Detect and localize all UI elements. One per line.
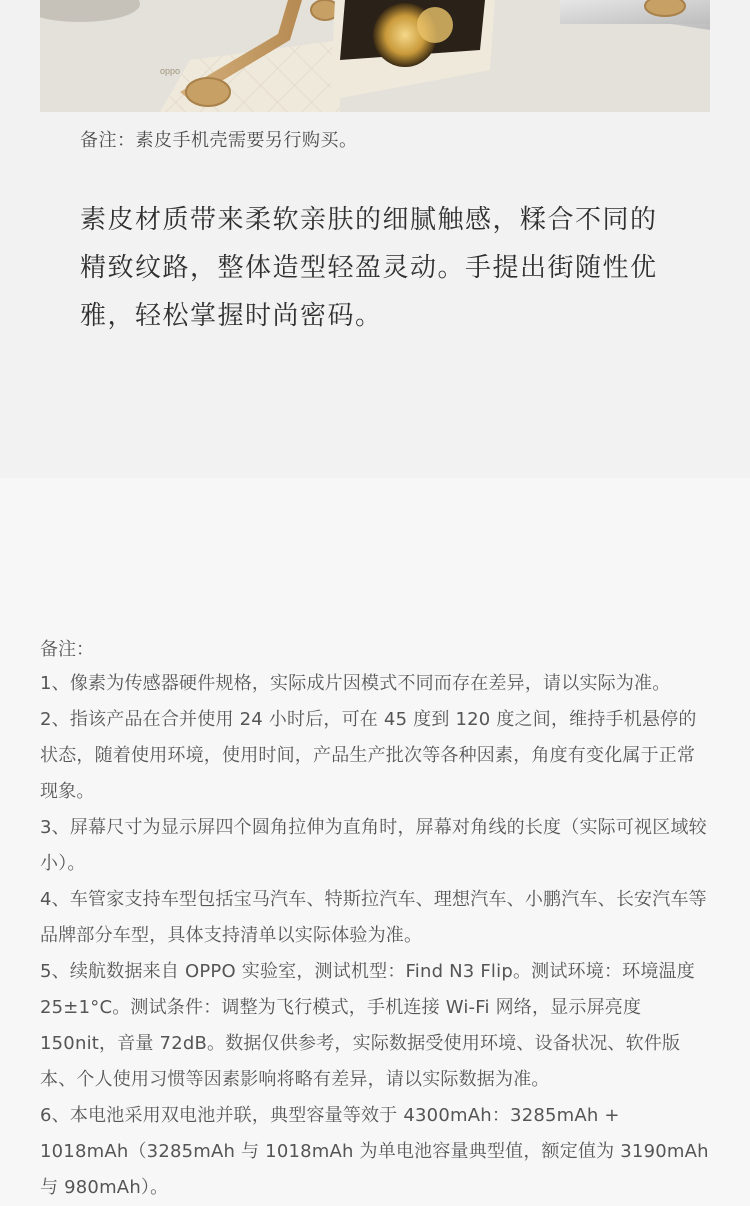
note-item: 2、指该产品在合并使用 24 小时后，可在 45 度到 120 度之间，维持手机悬停的状态，随着使用环境，使用时间，产品生产批次等各种因素，角度有变化属于正常现象。 bbox=[40, 709, 697, 802]
note-item: 4、车管家支持车型包括宝马汽车、特斯拉汽车、理想汽车、小鹏汽车、长安汽车等品牌部分车型，具体支持清单以实际体验为准。 bbox=[40, 889, 707, 946]
feature-description: 素皮材质带来柔软亲肤的细腻触感，糅合不同的精致纹路，整体造型轻盈灵动。手提出街随性优雅，轻松掌握时尚密码。 bbox=[80, 205, 658, 331]
product-showcase-section bbox=[0, 0, 750, 478]
notes-section bbox=[0, 478, 750, 1200]
image-note: 备注：素皮手机壳需要另行购买。 bbox=[80, 130, 358, 151]
note-item: 5、续航数据来自 OPPO 实验室，测试机型：Find N3 Flip。测试环境：环境温度 25±1°C。测试条件：调整为飞行模式，手机连接 Wi-Fi 网络，显示屏亮度 150nit，音量 72dB。数据仅供参考，实际数据受使用环境、设备状况、软件版本、个人使用习惯等因素影响将略有差异，请以实际数据为准。 bbox=[40, 961, 695, 1090]
note-item: 6、本电池采用双电池并联，典型容量等效于 4300mAh：3285mAh + 1018mAh（3285mAh 与 1018mAh 为单电池容量典型值，额定值为 3190mAh 与 980mAh）。 bbox=[40, 1105, 709, 1198]
note-item: 1、像素为传感器硬件规格，实际成片因模式不同而存在差异，请以实际为准。 bbox=[40, 673, 671, 694]
notes-title: 备注： bbox=[40, 639, 94, 660]
note-item: 3、屏幕尺寸为显示屏四个圆角拉伸为直角时，屏幕对角线的长度（实际可视区域较小）。 bbox=[40, 817, 707, 874]
notes-list bbox=[40, 666, 710, 1206]
product-case-image bbox=[40, 0, 710, 112]
svg-text:oppo: oppo bbox=[160, 66, 181, 76]
